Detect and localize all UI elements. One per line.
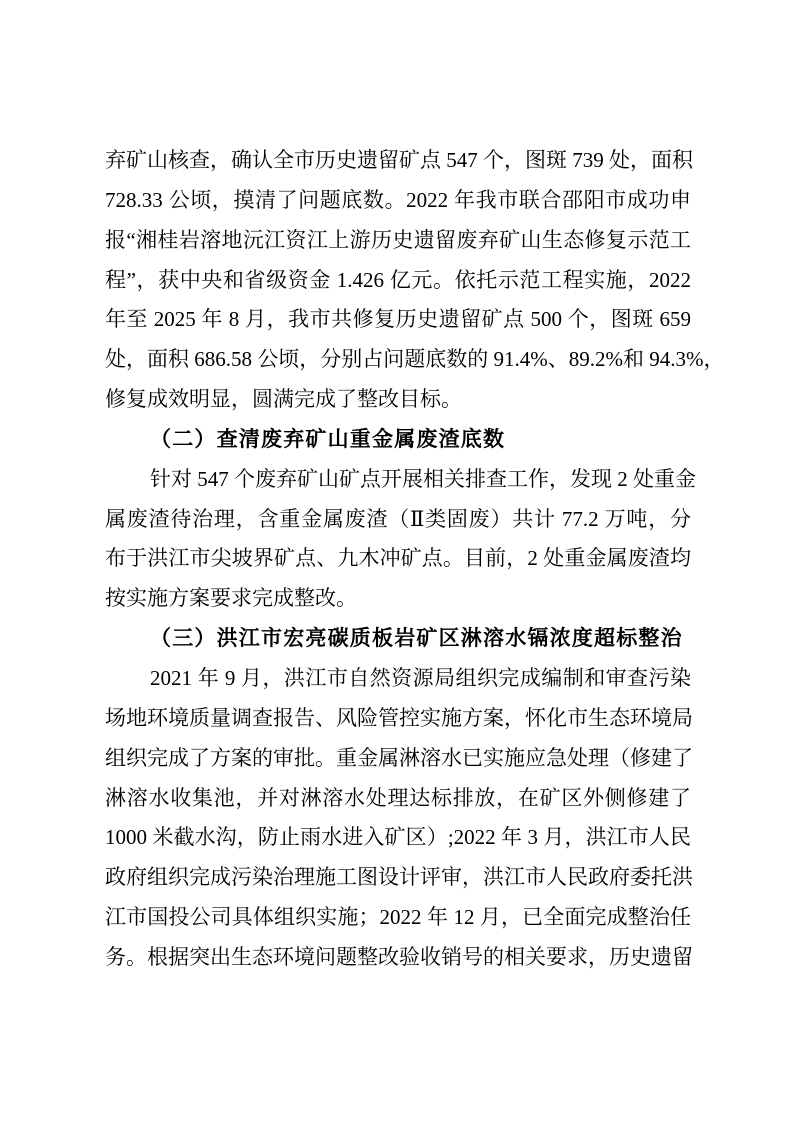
section-heading-3: （三）洪江市宏亮碳质板岩矿区淋溶水镉浓度超标整治 (150, 626, 683, 651)
text-line: 程”，获中央和省级资金 1.426 亿元。依托示范工程实施，2022 (105, 267, 691, 292)
text-line: 政府组织完成污染治理施工图设计评审，洪江市人民政府委托洪 (105, 865, 693, 890)
text-line: 报“湘桂岩溶地沅江资江上游历史遗留废弃矿山生态修复示范工 (105, 227, 691, 252)
text-line: 弃矿山核查，确认全市历史遗留矿点 547 个，图斑 739 处，面积 (105, 148, 693, 172)
text-line: 修复成效明显，圆满完成了整改目标。 (105, 387, 462, 412)
text-line: 1000 米截水沟，防止雨水进入矿区）;2022 年 3 月，洪江市人民 (105, 825, 691, 850)
text-line: 728.33 公顷，摸清了问题底数。2022 年我市联合邵阳市成功申 (105, 187, 691, 212)
text-line: 场地环境质量调查报告、风险管控实施方案，怀化市生态环境局 (105, 705, 693, 730)
text-line: 2021 年 9 月，洪江市自然资源局组织完成编制和审查污染 (150, 665, 691, 690)
text-line: 务。根据突出生态环境问题整改验收销号的相关要求，历史遗留 (105, 944, 693, 969)
text-line: 布于洪江市尖坡界矿点、九木冲矿点。目前，2 处重金属废渣均 (105, 546, 691, 571)
text-line: 按实施方案要求完成整改。 (105, 586, 357, 611)
text-line: 江市国投公司具体组织实施；2022 年 12 月，已全面完成整治任 (105, 905, 691, 930)
text-line: 处，面积 686.58 公顷，分别占问题底数的 91.4%、89.2%和 94.3%， (105, 347, 725, 372)
text-line: 属废渣待治理，含重金属废渣（Ⅱ类固废）共计 77.2 万吨，分 (105, 506, 691, 531)
text-line: 年至 2025 年 8 月，我市共修复历史遗留矿点 500 个，图斑 659 (105, 307, 691, 332)
document-text-block (105, 141, 725, 978)
text-line: 淋溶水收集池，并对淋溶水处理达标排放，在矿区外侧修建了 (105, 785, 691, 810)
section-heading-2: （二）查清废弃矿山重金属废渣底数 (150, 426, 506, 451)
text-line: 针对 547 个废弃矿山矿点开展相关排查工作，发现 2 处重金 (150, 466, 696, 491)
text-line: 组织完成了方案的审批。重金属淋溶水已实施应急处理（修建了 (105, 745, 693, 770)
